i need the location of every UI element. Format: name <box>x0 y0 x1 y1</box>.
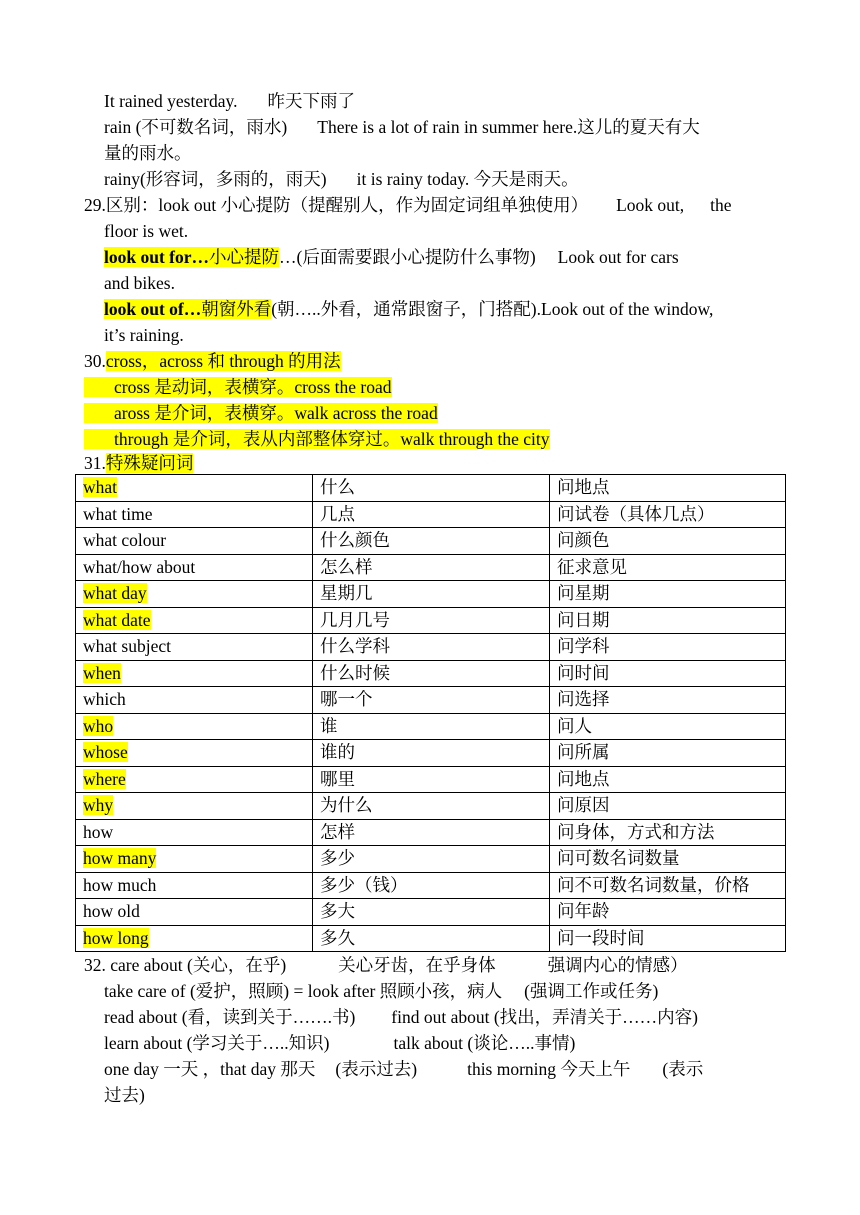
meaning-cell: 几点 <box>313 501 550 528</box>
rainy-note: rainy(形容词，多雨的，雨天) <box>104 169 327 189</box>
meaning-cell: 多少 <box>313 846 550 873</box>
question-word-cell <box>76 634 313 661</box>
item30-title: cross，across 和 through 的用法 <box>105 351 341 371</box>
meaning-cell: 什么 <box>313 475 550 502</box>
question-word: what <box>83 477 118 498</box>
table-row <box>76 581 786 608</box>
item32-line-5 <box>104 1056 703 1082</box>
table-row <box>76 793 786 820</box>
question-word-cell <box>76 581 313 608</box>
question-word: what day <box>83 583 147 604</box>
question-word-cell <box>76 846 313 873</box>
table-row <box>76 819 786 846</box>
question-word-cell <box>76 687 313 714</box>
usage-cell: 问地点 <box>550 766 786 793</box>
table-row <box>76 528 786 555</box>
rain-line-2 <box>104 114 700 140</box>
question-word: what colour <box>83 530 167 551</box>
question-word: how much <box>83 874 157 895</box>
phrase-example: Look out for cars <box>557 247 679 267</box>
table-row <box>76 660 786 687</box>
care-about: 32. care about (关心，在乎) <box>84 955 287 975</box>
take-care-of: take care of (爱护，照顾) = look after 照顾小孩，病人 <box>104 981 503 1001</box>
meaning-cell: 多少（钱） <box>313 872 550 899</box>
item29-heading: 29.区别：look out 小心提防（提醒别人，作为固定词组单独使用） <box>84 195 589 215</box>
rainy-example: it is rainy today. 今天是雨天。 <box>356 169 579 189</box>
phrase-look-out-for: look out for… <box>104 247 209 267</box>
rain-noun-example: There is a lot of rain in summer here.这儿的夏天有大 <box>317 117 700 137</box>
phrase-look-out-of: look out of… <box>104 299 202 319</box>
one-day: one day 一天 ，that day 那天 <box>104 1059 316 1079</box>
usage-cell: 问一段时间 <box>550 925 786 952</box>
learn-about: learn about (学习关于…..知识) <box>104 1033 330 1053</box>
item29-example-cont: the <box>710 195 732 215</box>
table-row <box>76 501 786 528</box>
meaning-cell: 谁的 <box>313 740 550 767</box>
rainy-line <box>104 166 579 192</box>
meaning-cell: 哪里 <box>313 766 550 793</box>
item30-line-1 <box>84 374 392 400</box>
question-word: what date <box>83 609 151 630</box>
item32-line-3 <box>104 1004 698 1030</box>
question-word: how old <box>83 901 140 922</box>
usage-cell: 问原因 <box>550 793 786 820</box>
question-word: why <box>83 795 114 816</box>
item32-line-4 <box>104 1030 575 1056</box>
through-usage: through 是介词，表从内部整体穿过。walk through the city <box>84 429 550 449</box>
usage-cell: 问人 <box>550 713 786 740</box>
care-about-example: 关心牙齿，在乎身体 <box>338 955 496 975</box>
phrase-meaning: 朝窗外看 <box>201 299 272 319</box>
sentence-en: It rained yesterday. <box>104 91 238 111</box>
meaning-cell: 怎样 <box>313 819 550 846</box>
sentence-cn: 昨天下雨了 <box>267 91 355 111</box>
table-row <box>76 687 786 714</box>
item29-line-2: floor is wet. <box>104 221 189 241</box>
usage-cell: 问时间 <box>550 660 786 687</box>
question-word: which <box>83 689 126 710</box>
question-word: when <box>83 662 121 683</box>
question-word-cell <box>76 660 313 687</box>
table-row <box>76 475 786 502</box>
usage-cell: 问可数名词数量 <box>550 846 786 873</box>
table-row <box>76 846 786 873</box>
talk-about: talk about (谈论…..事情) <box>393 1033 576 1053</box>
question-word-cell <box>76 501 313 528</box>
find-out-about: find out about (找出，弄清关于……内容) <box>391 1007 698 1027</box>
usage-cell: 问试卷（具体几点） <box>550 501 786 528</box>
past-note: (表示过去) <box>335 1059 418 1079</box>
item32-line-6: 过去) <box>104 1085 145 1105</box>
table-row <box>76 766 786 793</box>
question-word-cell <box>76 607 313 634</box>
question-word: how long <box>83 927 149 948</box>
usage-cell: 问年龄 <box>550 899 786 926</box>
meaning-cell: 星期几 <box>313 581 550 608</box>
usage-cell: 问颜色 <box>550 528 786 555</box>
usage-cell: 问地点 <box>550 475 786 502</box>
item31-title: 特殊疑问词 <box>105 453 194 473</box>
meaning-cell: 多久 <box>313 925 550 952</box>
table-row <box>76 899 786 926</box>
question-word-cell <box>76 925 313 952</box>
table-row <box>76 872 786 899</box>
meaning-cell: 多大 <box>313 899 550 926</box>
take-care-of-note: (强调工作或任务) <box>524 981 659 1001</box>
question-word-cell <box>76 793 313 820</box>
usage-cell: 征求意见 <box>550 554 786 581</box>
question-word-cell <box>76 872 313 899</box>
question-word: who <box>83 715 114 736</box>
meaning-cell: 几月几号 <box>313 607 550 634</box>
item30-heading <box>84 348 341 374</box>
question-word-cell <box>76 528 313 555</box>
rain-line-3: 量的雨水。 <box>104 143 192 163</box>
item-number: 30. <box>84 351 106 371</box>
question-word-cell <box>76 713 313 740</box>
item32-line-1 <box>84 952 688 978</box>
table-row <box>76 607 786 634</box>
question-word-cell <box>76 740 313 767</box>
usage-cell: 问选择 <box>550 687 786 714</box>
meaning-cell: 什么颜色 <box>313 528 550 555</box>
question-word-cell <box>76 766 313 793</box>
usage-cell: 问学科 <box>550 634 786 661</box>
phrase-note: …(后面需要跟小心提防什么事物) <box>279 247 536 267</box>
across-usage: aross 是介词，表横穿。walk across the road <box>84 403 438 423</box>
item-number: 31. <box>84 453 106 473</box>
question-word-cell <box>76 475 313 502</box>
phrase-meaning: 小心提防 <box>209 247 279 267</box>
question-word: how many <box>83 848 157 869</box>
table-row <box>76 634 786 661</box>
usage-cell: 问身体，方式和方法 <box>550 819 786 846</box>
item29-line-1 <box>84 192 732 218</box>
item29-look-out-of <box>104 296 713 322</box>
phrase-note: (朝…..外看，通常跟窗子，门搭配).Look out of the window, <box>271 299 714 319</box>
item32-line-2 <box>104 978 658 1004</box>
question-word: what/how about <box>83 556 196 577</box>
table-row <box>76 925 786 952</box>
meaning-cell: 什么学科 <box>313 634 550 661</box>
meaning-cell: 哪一个 <box>313 687 550 714</box>
care-about-note: 强调内心的情感） <box>547 955 688 975</box>
rain-noun-note: rain (不可数名词，雨水) <box>104 117 288 137</box>
question-word-cell <box>76 819 313 846</box>
past-note: (表示 <box>662 1059 704 1079</box>
usage-cell: 问所属 <box>550 740 786 767</box>
question-word-cell <box>76 554 313 581</box>
item29-line-6: it’s raining. <box>104 325 184 345</box>
item29-line-4: and bikes. <box>104 273 175 293</box>
question-word: what time <box>83 503 153 524</box>
meaning-cell: 怎么样 <box>313 554 550 581</box>
usage-cell: 问星期 <box>550 581 786 608</box>
question-words-table <box>75 474 786 952</box>
table-row <box>76 740 786 767</box>
rain-line-1 <box>104 88 355 114</box>
this-morning: this morning 今天上午 <box>467 1059 631 1079</box>
usage-cell: 问不可数名词数量，价格 <box>550 872 786 899</box>
item29-example: Look out, <box>616 195 685 215</box>
meaning-cell: 为什么 <box>313 793 550 820</box>
cross-usage: cross 是动词，表横穿。cross the road <box>84 377 392 397</box>
usage-cell: 问日期 <box>550 607 786 634</box>
item31-heading <box>84 450 193 476</box>
question-word: where <box>83 768 126 789</box>
read-about: read about (看，读到关于…….书) <box>104 1007 356 1027</box>
table-row <box>76 554 786 581</box>
question-word: whose <box>83 742 128 763</box>
item30-line-3 <box>84 426 550 452</box>
question-word: what subject <box>83 636 171 657</box>
table-row <box>76 713 786 740</box>
question-word-cell <box>76 899 313 926</box>
item29-look-out-for <box>104 244 679 270</box>
meaning-cell: 谁 <box>313 713 550 740</box>
meaning-cell: 什么时候 <box>313 660 550 687</box>
question-word: how <box>83 821 114 842</box>
item30-line-2 <box>84 400 438 426</box>
